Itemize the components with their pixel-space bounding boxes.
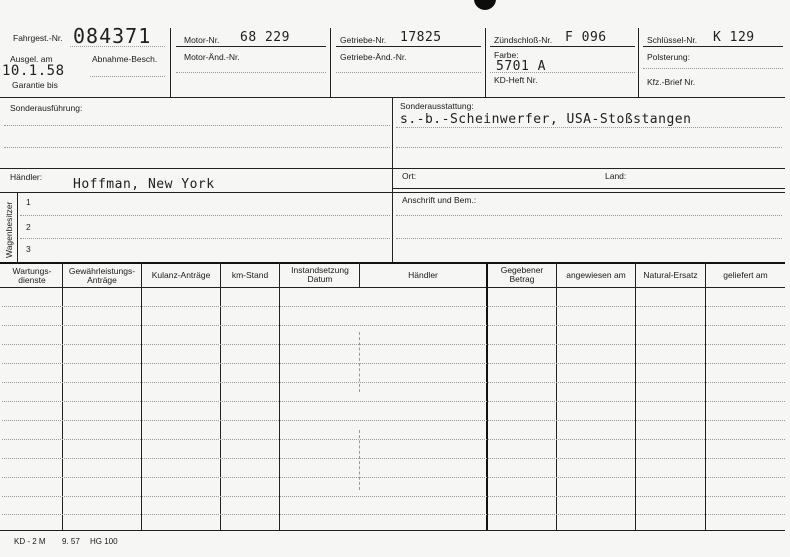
ausgel-label: Ausgel. am bbox=[10, 54, 53, 64]
kfz-brief-label: Kfz.-Brief Nr. bbox=[647, 77, 696, 87]
ort-label: Ort: bbox=[402, 171, 417, 181]
ausgel-value: 10.1.58 bbox=[2, 63, 65, 79]
owner-row-2: 2 bbox=[26, 222, 31, 232]
farbe-value: 5701 A bbox=[496, 59, 546, 74]
table-header-rule bbox=[0, 287, 785, 288]
garantie-label: Garantie bis bbox=[12, 80, 58, 90]
print-date: 9. 57 bbox=[62, 537, 80, 546]
form-code: KD - 2 M bbox=[14, 537, 46, 546]
col-natural-ersatz: Natural-Ersatz bbox=[643, 270, 698, 280]
fahrgest-value: 084371 bbox=[73, 24, 152, 48]
col-gewaehrleistung: Gewährleistungs-Anträge bbox=[68, 266, 136, 285]
header-divider-3 bbox=[485, 28, 486, 97]
schluessel-label: Schlüssel-Nr. bbox=[647, 35, 698, 45]
sonder-bottom-rule bbox=[0, 168, 785, 169]
col-wartungsdienste: Wartungs-dienste bbox=[12, 266, 52, 285]
zuendschloss-value: F 096 bbox=[565, 30, 607, 45]
abnahme-label: Abnahme-Besch. bbox=[92, 54, 158, 64]
wagenbesitzer-label: Wagenbesitzer bbox=[4, 201, 14, 258]
motor-label: Motor-Nr. bbox=[184, 35, 220, 45]
motor-aend-label: Motor-Änd.-Nr. bbox=[184, 52, 240, 62]
header-divider-1 bbox=[170, 28, 171, 97]
col-betrag: Gegebener Betrag bbox=[500, 265, 544, 284]
owner-row-1: 1 bbox=[26, 197, 31, 207]
farbe-label: Farbe: bbox=[494, 50, 519, 60]
motor-value: 68 229 bbox=[240, 30, 290, 45]
header-divider-4 bbox=[638, 28, 639, 97]
haendler-bottom-rule bbox=[0, 192, 785, 193]
owner-row-3: 3 bbox=[26, 244, 31, 254]
kd-heft-label: KD-Heft Nr. bbox=[494, 75, 538, 85]
table-top-rule bbox=[0, 262, 785, 264]
schluessel-value: K 129 bbox=[713, 30, 755, 45]
getriebe-label: Getriebe-Nr. bbox=[340, 35, 387, 45]
getriebe-aend-label: Getriebe-Änd.-Nr. bbox=[340, 52, 407, 62]
sonderausstattung-value: s.-b.-Scheinwerfer, USA-Stoßstangen bbox=[400, 112, 692, 127]
haendler-label: Händler: bbox=[10, 172, 43, 182]
punch-hole bbox=[474, 0, 496, 10]
polsterung-label: Polsterung: bbox=[647, 52, 690, 62]
haendler-value: Hoffman, New York bbox=[73, 177, 215, 192]
land-label: Land: bbox=[605, 171, 627, 181]
col-angewiesen: angewiesen am bbox=[566, 270, 626, 280]
table-bottom-rule bbox=[0, 530, 785, 531]
col-geliefert: geliefert am bbox=[723, 270, 768, 280]
sonderausfuehrung-label: Sonderausführung: bbox=[10, 103, 83, 113]
zuendschloss-label: Zündschloß-Nr. bbox=[494, 35, 553, 45]
middle-vertical-divider bbox=[392, 97, 393, 262]
col-haendler: Händler bbox=[408, 270, 438, 280]
fahrgest-label: Fahrgest.-Nr. bbox=[13, 33, 63, 43]
getriebe-value: 17825 bbox=[400, 30, 442, 45]
col-km-stand: km-Stand bbox=[231, 270, 269, 280]
anschrift-label: Anschrift und Bem.: bbox=[402, 195, 477, 205]
col-instandsetzung: Instandsetzung Datum bbox=[291, 265, 349, 284]
sonderausstattung-label: Sonderausstattung: bbox=[400, 101, 474, 111]
col-kulanz: Kulanz-Anträge bbox=[151, 270, 211, 280]
printer-code: HG 100 bbox=[90, 537, 118, 546]
header-divider-2 bbox=[330, 28, 331, 97]
